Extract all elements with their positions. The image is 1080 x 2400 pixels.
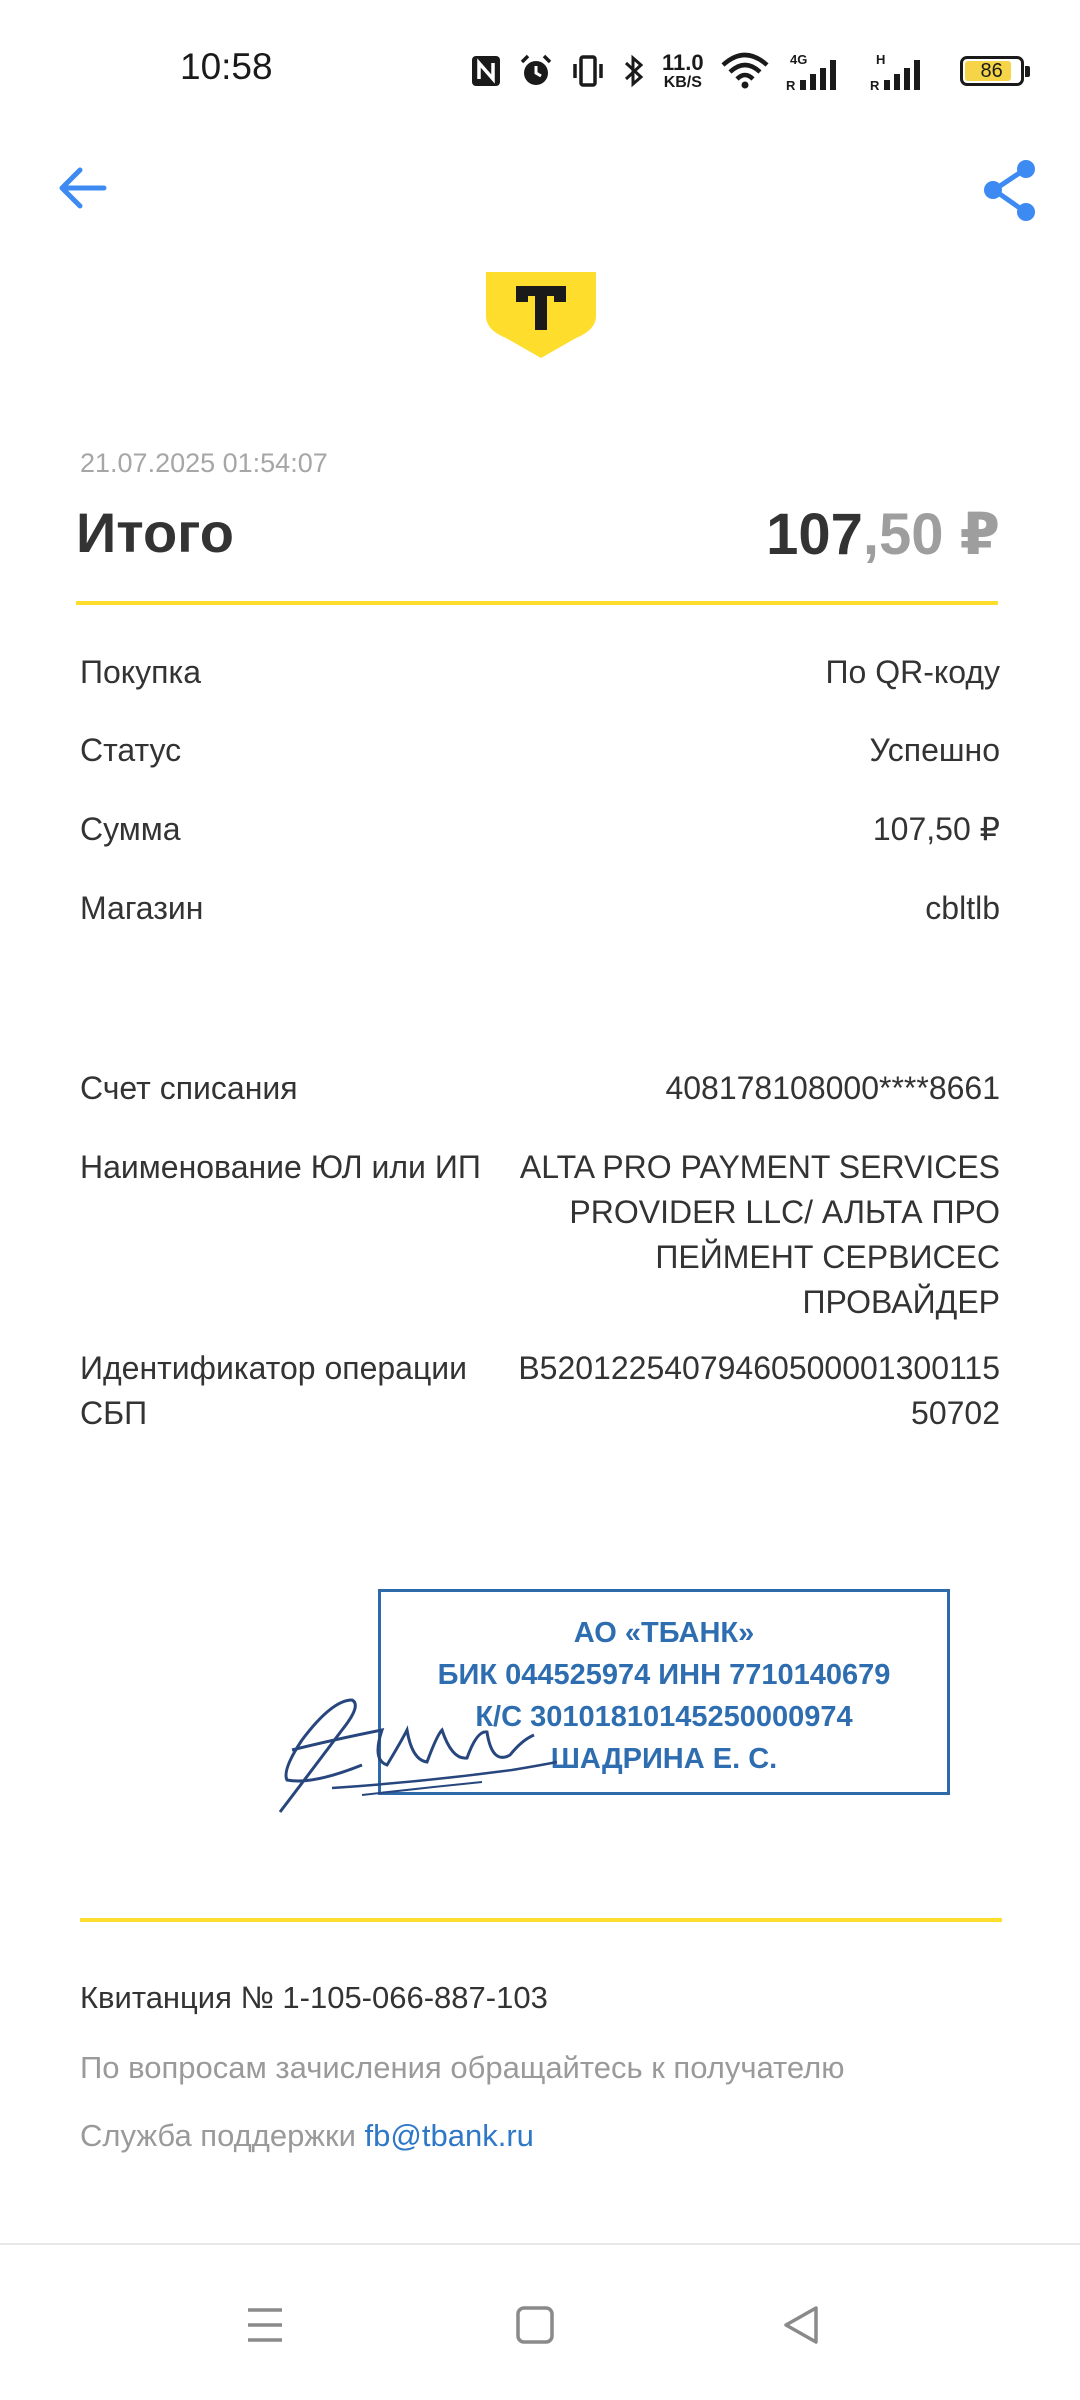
- svg-text:H: H: [875, 52, 885, 67]
- detail-value: 107,50 ₽: [872, 811, 1000, 847]
- net-speed-value: 11.0: [662, 49, 704, 75]
- home-button[interactable]: [510, 2300, 560, 2350]
- detail-key: Статус: [80, 732, 182, 768]
- detail-value: 408178108000****8661: [665, 1070, 1000, 1106]
- value-line: PROVIDER LLC/ АЛЬТА ПРО: [569, 1194, 1000, 1230]
- detail-key: Счет списания: [80, 1070, 298, 1106]
- back-button[interactable]: [52, 158, 112, 218]
- key-line: Идентификатор операции: [80, 1350, 468, 1386]
- net-speed-unit: KB/S: [663, 73, 702, 91]
- net-speed: [662, 46, 704, 96]
- detail-value: [518, 1346, 1000, 1436]
- detail-row-sbp-id: [80, 1346, 1000, 1436]
- system-nav-bar: [0, 2245, 1080, 2400]
- recipient-note: По вопросам зачисления обращайтесь к получателю: [80, 2050, 845, 2085]
- detail-row-purchase: [80, 650, 1000, 695]
- status-bar: [0, 0, 1080, 140]
- detail-value: [520, 1145, 1000, 1325]
- detail-row-account: [80, 1066, 1000, 1111]
- bluetooth-icon: [622, 46, 646, 96]
- share-icon: [980, 158, 1040, 224]
- value-line: ПРОВАЙДЕР: [802, 1284, 1000, 1320]
- detail-key: Сумма: [80, 811, 181, 847]
- stamp-line: АО «ТБАНК»: [573, 1617, 755, 1649]
- detail-row-amount: [80, 807, 1000, 852]
- arrow-left-icon: [52, 158, 112, 218]
- total-amount-frac: ,50 ₽: [862, 502, 1000, 567]
- stamp-line: БИК 044525974 ИНН 7710140679: [437, 1659, 891, 1691]
- support-label: Служба поддержки: [80, 2118, 365, 2153]
- detail-key: Магазин: [80, 890, 204, 926]
- detail-key: Наименование ЮЛ или ИП: [80, 1149, 481, 1185]
- divider-top: [76, 601, 998, 605]
- detail-row-legal-name: [80, 1145, 1000, 1325]
- battery-icon: [954, 46, 1024, 96]
- stamp-line: ШАДРИНА Е. С.: [550, 1743, 778, 1775]
- home-square-icon: [510, 2300, 560, 2350]
- signal-icon: [786, 46, 854, 96]
- value-line: ПЕЙМЕНТ СЕРВИСЕС: [655, 1239, 1000, 1275]
- status-icons: [470, 46, 1024, 96]
- support-line: [80, 2118, 534, 2154]
- detail-value: По QR-коду: [825, 654, 1000, 690]
- stamp-line: К/С 30101810145250000974: [475, 1701, 853, 1733]
- nfc-icon: [470, 46, 502, 96]
- back-triangle-icon: [776, 2300, 826, 2350]
- detail-value: cbltlb: [925, 890, 1000, 926]
- detail-row-store: [80, 886, 1000, 931]
- signal-icon-2: [870, 46, 938, 96]
- total-amount-int: 107: [766, 502, 863, 567]
- battery-level: 86: [980, 59, 1003, 82]
- receipt-number: Квитанция № 1-105-066-887-103: [80, 1980, 548, 2015]
- value-line: ALTA PRO PAYMENT SERVICES: [519, 1149, 1000, 1185]
- key-line: СБП: [80, 1395, 148, 1431]
- total-amount: [766, 500, 1000, 568]
- recents-button[interactable]: [240, 2300, 290, 2350]
- back-nav-button[interactable]: [776, 2300, 826, 2350]
- share-button[interactable]: [980, 158, 1040, 224]
- alarm-icon: [518, 46, 554, 96]
- divider-bottom: [80, 1918, 1002, 1922]
- status-time: 10:58: [180, 46, 273, 87]
- value-line: 50702: [911, 1395, 1000, 1431]
- vibrate-icon: [570, 46, 606, 96]
- svg-text:4G: 4G: [789, 52, 807, 67]
- detail-key: Покупка: [80, 654, 201, 690]
- signature: [272, 1670, 572, 1820]
- total-label: Итого: [76, 501, 234, 564]
- detail-row-status: [80, 728, 1000, 773]
- detail-key: [80, 1346, 467, 1436]
- svg-text:R: R: [785, 78, 795, 92]
- support-email-link[interactable]: fb@tbank.ru: [364, 2118, 534, 2153]
- svg-text:R: R: [869, 78, 879, 92]
- menu-icon: [240, 2300, 290, 2350]
- detail-value: Успешно: [869, 732, 1000, 768]
- tbank-logo: [484, 272, 598, 358]
- value-line: B520122540794605000013001​15: [518, 1350, 1000, 1386]
- transaction-datetime: 21.07.2025 01:54:07: [80, 448, 328, 478]
- wifi-icon: [720, 46, 770, 96]
